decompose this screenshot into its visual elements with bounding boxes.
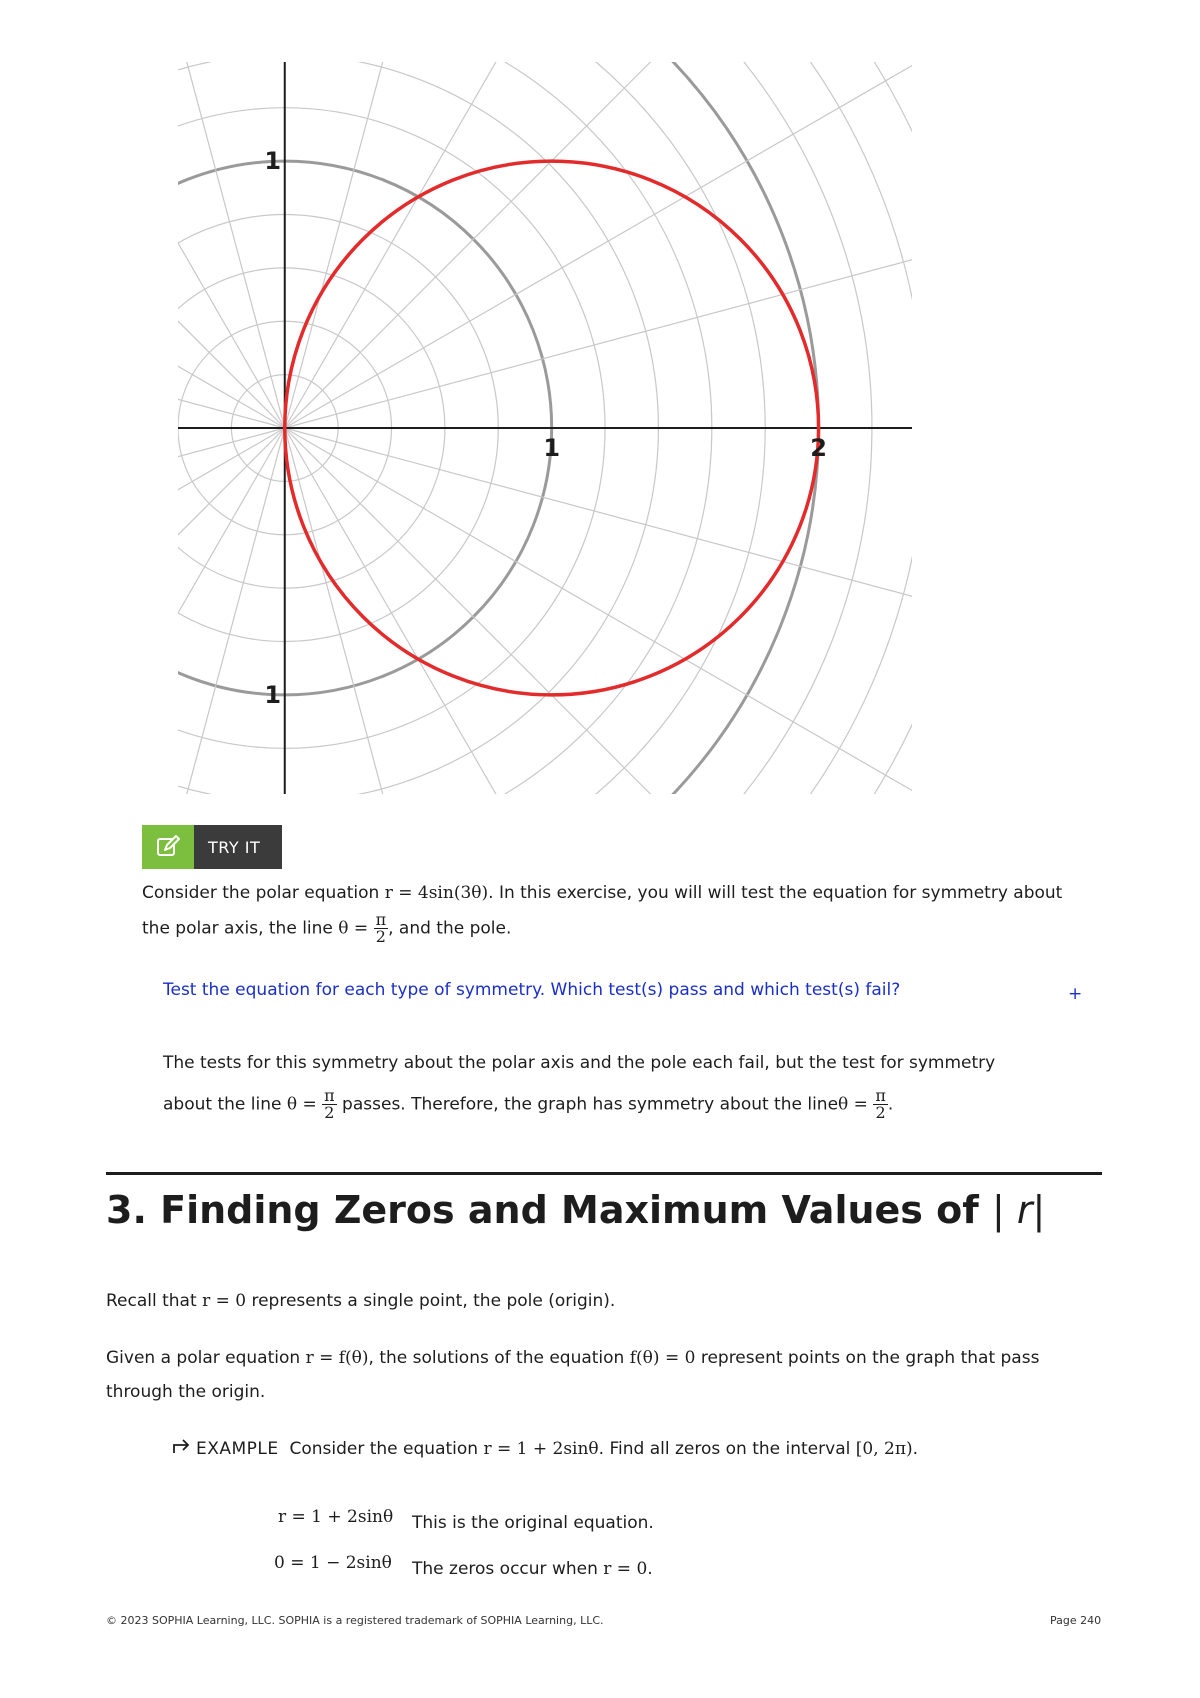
recall-paragraph: Recall that r = 0 represents a single point, the pole (origin). — [106, 1291, 616, 1311]
polar-grid-ray — [285, 428, 912, 794]
equation-r-f-theta: r = f(θ) — [305, 1348, 369, 1368]
polar-grid-ray — [285, 428, 819, 794]
equation-r-4sin3theta: r = 4sin(3θ) — [384, 883, 489, 903]
step-1-note: This is the original equation. — [412, 1513, 654, 1533]
example-line: EXAMPLE Consider the equation r = 1 + 2sinθ. Find all zeros on the interval [0, 2π). — [172, 1436, 918, 1462]
interval-0-2pi: [0, 2π) — [855, 1439, 913, 1459]
expand-icon[interactable]: + — [1068, 984, 1083, 1004]
answer-line-2: about the line θ = $\frac{\pi}{2}$ passes. Therefore, the graph has symmetry about the lineθ = $\frac{\pi}{2}$ . — [163, 1086, 894, 1122]
step-1-equation: r = 1 + 2sinθ — [278, 1507, 394, 1527]
equation-r-0: r = 0 — [202, 1291, 247, 1311]
step-2-equation: 0 = 1 − 2sinθ — [274, 1553, 392, 1573]
copyright-footer: © 2023 SOPHIA Learning, LLC. SOPHIA is a registered trademark of SOPHIA Learning, LLC. — [106, 1614, 604, 1627]
polar-grid-ray — [178, 62, 285, 428]
exercise-text: , and the pole. — [388, 918, 512, 939]
polar-graph — [178, 62, 912, 794]
exercise-text: Consider the polar equation — [142, 883, 385, 903]
exercise-text: the polar axis, the line — [142, 918, 339, 939]
equation-r-1-plus-2sin: r = 1 + 2sinθ — [483, 1439, 599, 1459]
answer-line-1: The tests for this symmetry about the polar axis and the pole each fail, but the test for symmetry — [163, 1053, 996, 1073]
y-tick-label-1: 1 — [264, 146, 282, 175]
polar-grid-ray — [178, 428, 285, 794]
polar-grid-ray — [178, 62, 285, 428]
polar-grid-ray — [178, 151, 285, 428]
fraction-pi-over-2: $\frac{\pi}{2}$ — [875, 1086, 886, 1122]
y-tick-label-minus-1: 1 — [264, 681, 282, 710]
polar-grid-ray — [178, 428, 285, 794]
equation-f-theta-0: f(θ) = 0 — [629, 1348, 696, 1368]
page-number: Page 240 — [1050, 1614, 1102, 1627]
section-title: 3. Finding Zeros and Maximum Values of | r| — [106, 1188, 1046, 1232]
polar-grid-ray — [285, 62, 819, 428]
try-it-badge — [142, 825, 282, 869]
x-tick-label-2: 2 — [810, 434, 827, 462]
polar-grid-ray — [178, 428, 285, 794]
polar-grid-ray — [285, 62, 912, 428]
expandable-question[interactable]: Test the equation for each type of symmetry. Which test(s) pass and which test(s) fail? — [163, 980, 901, 1000]
given-paragraph-line-2: through the origin. — [106, 1382, 266, 1402]
polar-grid-ray — [178, 62, 285, 428]
exercise-line-1 — [142, 880, 1062, 906]
polar-graph-svg — [178, 62, 912, 794]
fraction-pi-over-2: $\frac{\pi}{2}$ — [375, 910, 387, 946]
example-label: EXAMPLE — [196, 1439, 279, 1459]
polar-grid-ray — [178, 62, 285, 428]
try-it-label: TRY IT — [194, 825, 282, 869]
pencil-icon — [142, 825, 194, 869]
exercise-text: . In this exercise, you will will test the equation for symmetry about — [488, 883, 1063, 903]
fraction-pi-over-2: $\frac{\pi}{2}$ — [324, 1086, 335, 1122]
section-divider — [106, 1172, 1102, 1175]
polar-grid-ray — [285, 428, 561, 794]
arrow-icon — [172, 1436, 192, 1462]
polar-grid-ray — [178, 428, 285, 705]
polar-grid-ray — [285, 62, 561, 428]
step-2-note: The zeros occur when r = 0. — [412, 1559, 653, 1579]
abs-r: | r| — [992, 1188, 1046, 1232]
theta-equals: θ = — [338, 918, 369, 939]
x-tick-label-1: 1 — [543, 434, 561, 462]
given-paragraph-line-1: Given a polar equation r = f(θ), the solutions of the equation f(θ) = 0 represent points on the graph that pass — [106, 1348, 1040, 1368]
exercise-line-2 — [142, 912, 511, 945]
polar-grid-ray — [178, 428, 285, 794]
